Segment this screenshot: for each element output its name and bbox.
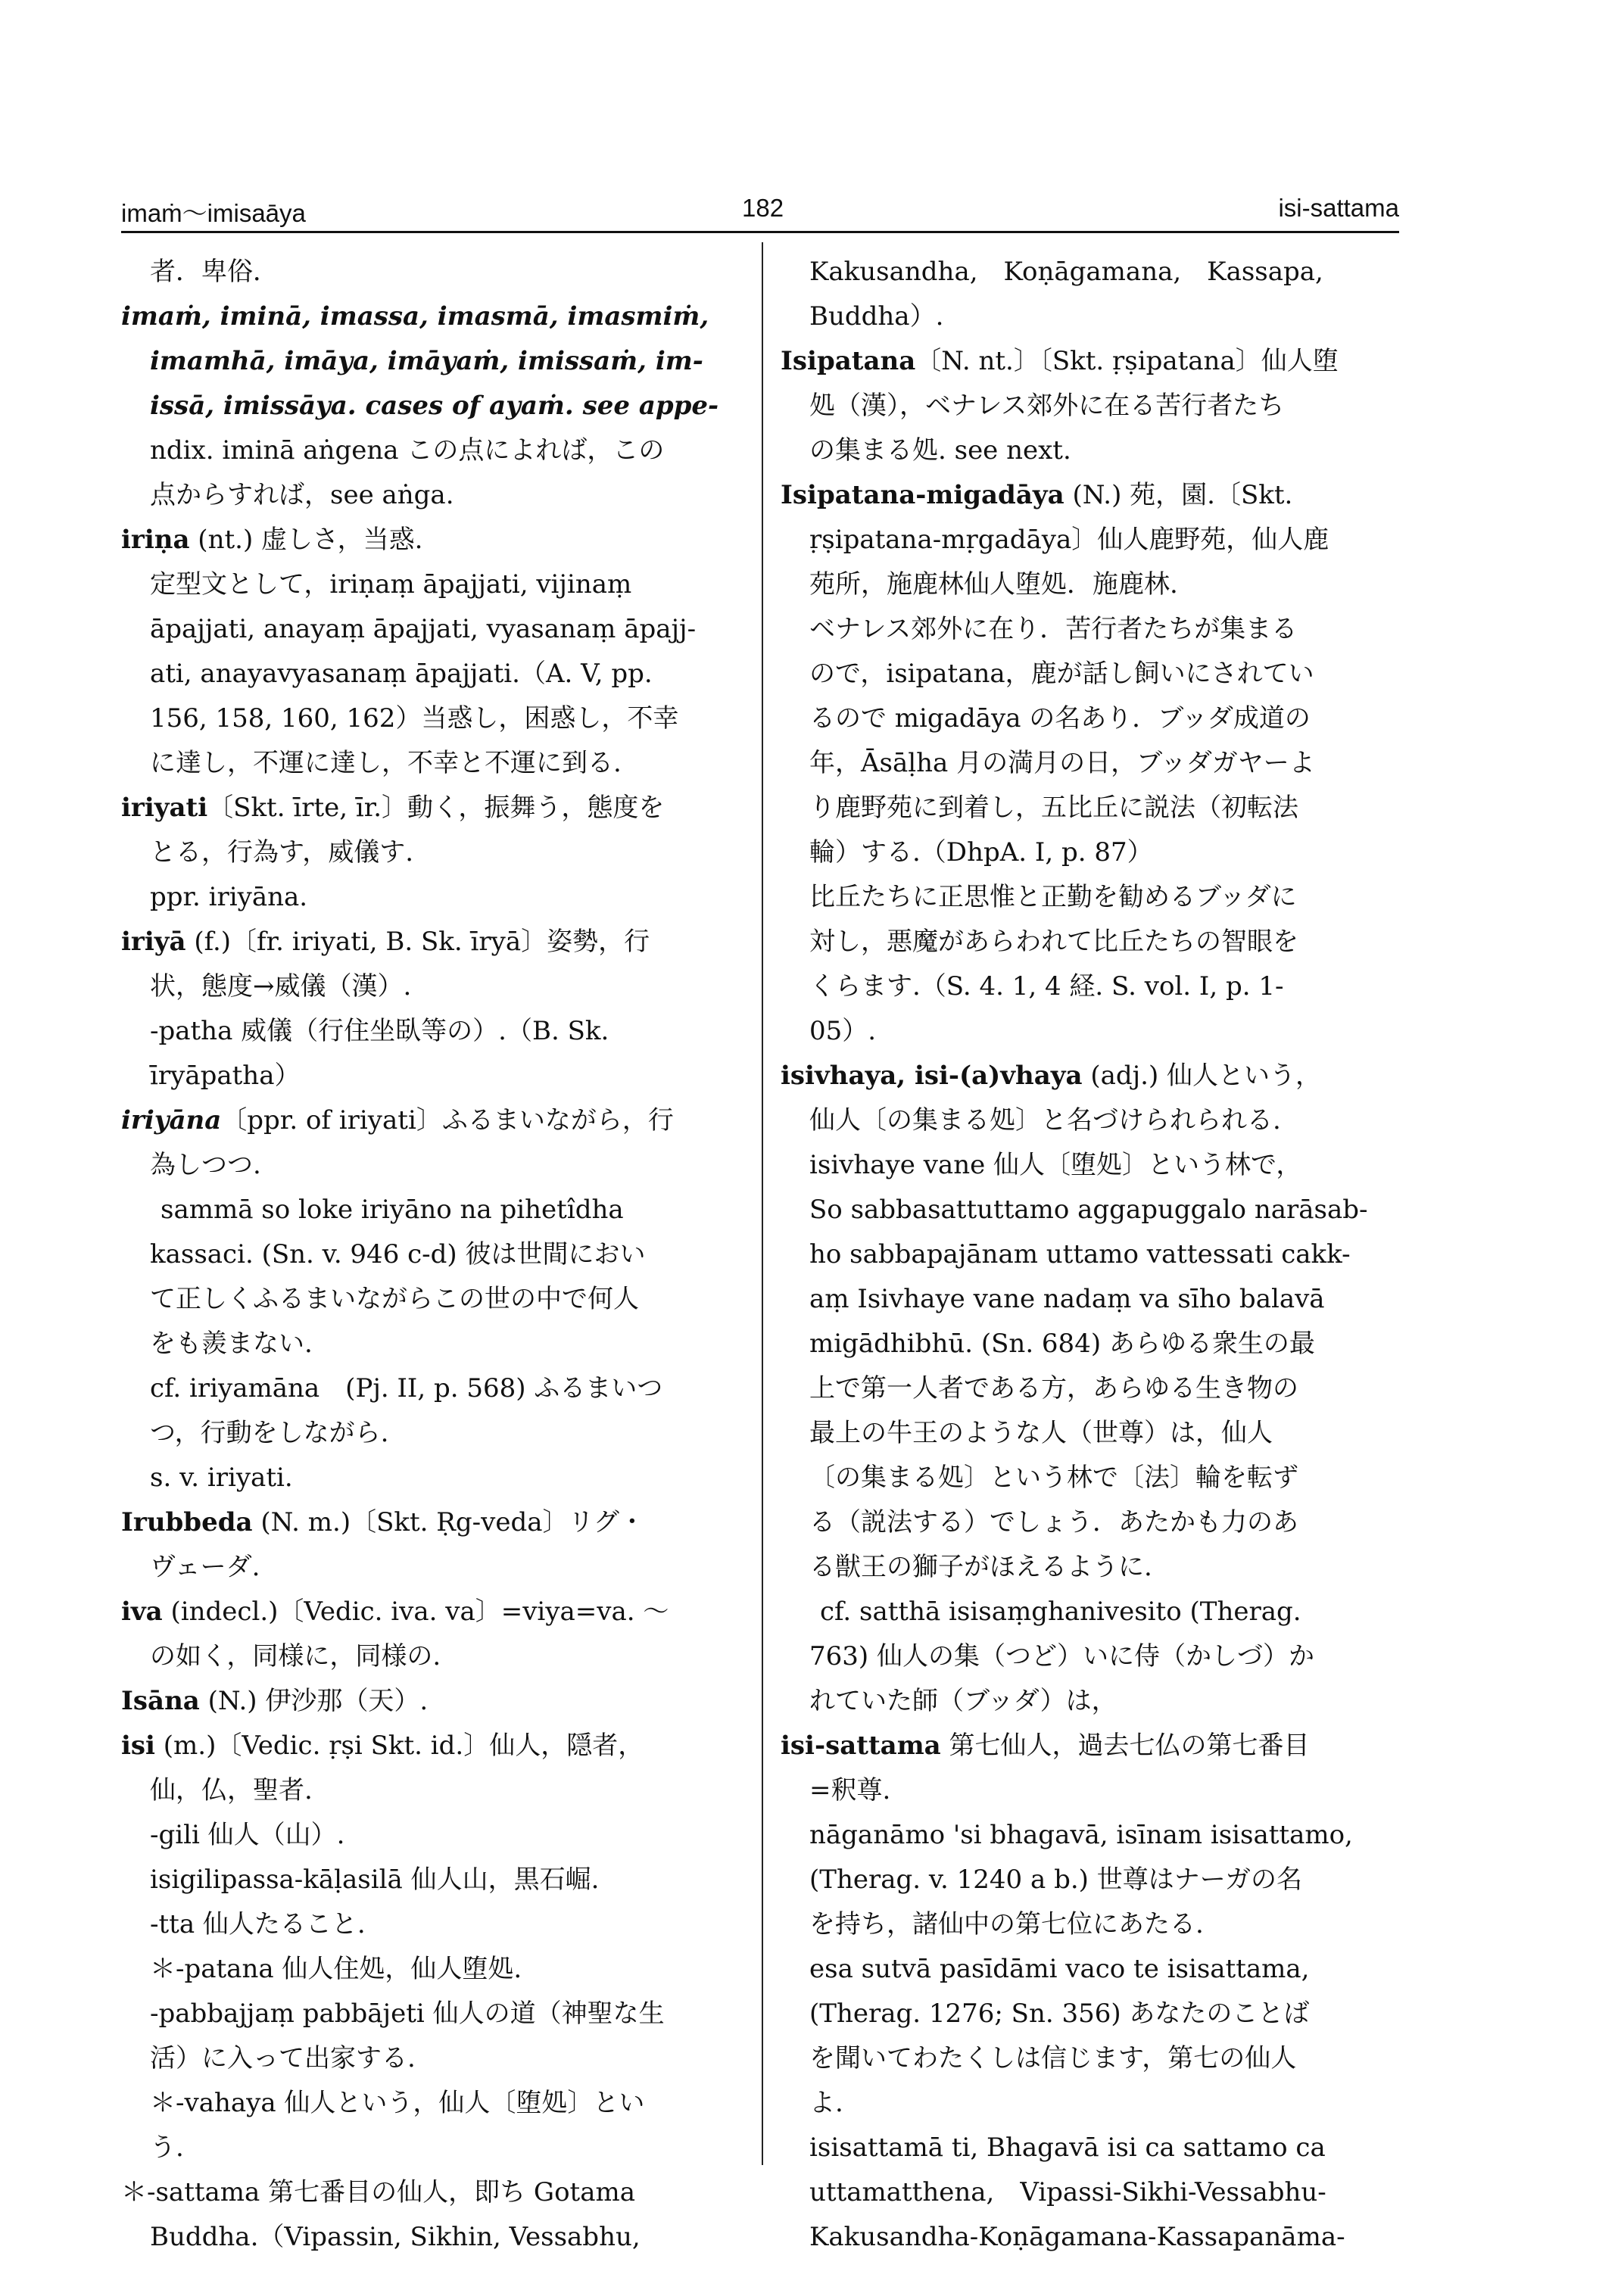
entry-line: nāganāmo 'si bhagavā, isīnam isisattamo, [809,1820,1353,1850]
entry-line: ati, anayavyasanaṃ āpajjati.（A. V, pp. [150,659,653,689]
headword: iriṇa [121,525,190,555]
entry-line: 比丘たちに正思惟と正勤を勧めるブッダに [809,882,1297,912]
entry-line: ndix. iminā aṅgena この点によれば，この [150,435,665,466]
entry-line: る（説法する）でしょう．あたかも力のあ [809,1507,1298,1537]
headword: isi [121,1731,155,1761]
entry-headword-line: Isipatana〔N. nt.〕〔Skt. ṛṣipatana〕仙人堕 [781,346,1339,376]
headword: iva [121,1597,163,1627]
entry-line: をも羨まない. [150,1329,313,1359]
entry-line: 処（漢），ベナレス郊外に在る苦行者たち [809,391,1285,421]
headword: iriyati [121,793,208,823]
entry-line: る獣王の獅子がほえるように. [809,1552,1152,1582]
entry-line: 05）. [809,1016,877,1046]
headword: Isāna [121,1686,200,1716]
entry-line: 点からすれば，see aṅga. [150,480,454,510]
headword: isivhaya, isi-(a)vhaya [781,1061,1083,1091]
entry-line: 〔の集まる処〕という林で〔法〕輪を転ず [809,1463,1298,1493]
entry-line: Buddha.（Vipassin, Sikhin, Vessabhu, [150,2222,641,2252]
entry-line: isivhaye vane 仙人〔堕処〕という林で， [809,1150,1302,1180]
entry-line: cf. satthā isisaṃghanivesito (Therag. [820,1597,1301,1627]
entry-line: ＊-vahaya 仙人という，仙人〔堕処〕とい [150,2088,645,2118]
entry-headword-line: isi-sattama 第七仙人，過去七仏の第七番目 [781,1731,1310,1761]
entry-line: ＊-sattama 第七番目の仙人，即ち Gotama [121,2177,636,2207]
entry-line: (Therag. v. 1240 a b.) 世尊はナーガの名 [809,1865,1303,1895]
entry-headword-line: Isipatana-migadāya (N.) 苑，園.〔Skt. [781,480,1293,510]
entry-line: imamhā, imāya, imāyaṁ, imissaṁ, im- [150,346,703,376]
entry-line: 定型文として，iriṇaṃ āpajjati, vijinaṃ [150,569,632,600]
entry-line: に達し，不運に達し，不幸と不運に到る. [150,748,622,778]
entry-headword-line: iriyā (f.)〔fr. iriyati, B. Sk. īryā〕姿勢，行 [121,927,650,957]
entry-line: cf. iriyamāna (Pj. II, p. 568) ふるまいつ [150,1373,663,1404]
headword: isi-sattama [781,1731,941,1761]
entry-line: 156, 158, 160, 162）当惑し，困惑し，不幸 [150,703,679,734]
entry-line: imaṁ, iminā, imassa, imasmā, imasmiṁ, [121,301,709,332]
entry-line: 上で第一人者である方，あらゆる生き物の [809,1373,1298,1404]
entry-line: kassaci. (Sn. v. 946 c-d) 彼は世間におい [150,1239,646,1270]
entry-line: の集まる処. see next. [809,435,1071,466]
entry-line: ho sabbapajānam uttamo vattessati cakk- [809,1239,1351,1270]
entry-headword-line: iriyāna〔ppr. of iriyati〕ふるまいながら，行 [121,1105,674,1136]
entry-line: -patha 威儀（行住坐臥等の）.（B. Sk. [150,1016,609,1046]
entry-line: 苑所，施鹿林仙人堕処．施鹿林. [809,569,1178,600]
entry-line: isigilipassa-kāḷasilā 仙人山，黒石崛. [150,1865,600,1895]
entry-line: -gili 仙人（山）. [150,1820,345,1850]
entry-line: るので migadāya の名あり．ブッダ成道の [809,703,1311,734]
entry-line: 仙，仏，聖者. [150,1775,313,1805]
page-number: 182 [742,194,784,222]
entry-headword-line: Irubbeda (N. m.)〔Skt. Ṛg-veda〕リグ・ [121,1507,645,1537]
headword: iriyā [121,927,186,957]
entry-line: くらます.（S. 4. 1, 4 経. S. vol. I, p. 1- [809,971,1284,1002]
entry-line: isisattamā ti, Bhagavā isi ca sattamo ca [809,2133,1326,2163]
running-head-right: isi-sattama [1278,194,1399,222]
entry-line: 状，態度→威儀（漢）. [150,971,412,1002]
headword: Isipatana [781,346,916,376]
entry-line: 輪）する.（DhpA. I, p. 87） [809,837,1153,868]
entry-line: 為しつつ. [150,1150,261,1180]
entry-line: つ，行動をしながら. [150,1418,389,1448]
entry-headword-line: iriyati〔Skt. īrte, īr.〕動く，振舞う，態度を [121,793,665,823]
entry-line: 対し，悪魔があらわれて比丘たちの智眼を [809,927,1298,957]
entry-line: ＊-patana 仙人住処，仙人堕処. [150,1954,522,1984]
entry-line: 仙人〔の集まる処〕と名づけられられる. [809,1105,1281,1136]
entry-line: sammā so loke iriyāno na pihetîdha [161,1195,624,1225]
entry-line: の如く，同様に，同様の. [150,1641,441,1671]
headword: Isipatana-migadāya [781,480,1064,510]
entry-line: āpajjati, anayaṃ āpajjati, vyasanaṃ āpajj- [150,614,697,644]
entry-line: 者．卑俗． [150,257,279,287]
column-divider [762,242,763,2165]
entry-line: īryāpatha） [150,1061,301,1091]
entry-line: を聞いてわたくしは信じます，第七の仙人 [809,2043,1297,2073]
entry-line: り鹿野苑に到着し，五比丘に説法（初転法 [809,793,1298,823]
entry-line: ベナレス郊外に在り．苦行者たちが集まる [809,614,1298,644]
entry-headword-line: iva (indecl.)〔Vedic. iva. va〕=viya=va. ～ [121,1597,669,1627]
entry-line: uttamatthena, Vipassi-Sikhi-Vessabhu- [809,2177,1326,2207]
entry-line: (Therag. 1276; Sn. 356) あなたのことば [809,1999,1310,2029]
entry-line: ので，isipatana，鹿が話し飼いにされてい [809,659,1314,689]
entry-line: -pabbajjaṃ pabbājeti 仙人の道（神聖な生 [150,1999,665,2029]
entry-line: So sabbasattuttamo aggapuggalo narāsab- [809,1195,1368,1225]
entry-line: ヴェーダ. [150,1552,260,1582]
entry-line: を持ち，諸仙中の第七位にあたる. [809,1909,1204,1939]
entry-line: Kakusandha-Koṇāgamana-Kassapanāma- [809,2222,1345,2252]
entry-line: aṃ Isivhaye vane nadaṃ va sīho balavā [809,1284,1325,1314]
entry-line: esa sutvā pasīdāmi vaco te isisattama, [809,1954,1310,1984]
entry-line: ppr. iriyāna. [150,882,308,912]
entry-line: 年，Āsāḷha 月の満月の日，ブッダガヤーよ [809,748,1315,778]
entry-line: Kakusandha, Koṇāgamana, Kassapa, [809,257,1323,287]
headword: iriyāna [121,1105,222,1136]
entry-headword-line: isivhaya, isi-(a)vhaya (adj.) 仙人という， [781,1061,1322,1091]
entry-line: 最上の牛王のような人（世尊）は，仙人 [809,1418,1273,1448]
entry-line: ṛṣipatana-mṛgadāya〕仙人鹿野苑，仙人鹿 [809,525,1329,555]
entry-line: migādhibhū. (Sn. 684) あらゆる衆生の最 [809,1329,1315,1359]
entry-line: issā, imissāya. cases of ayaṁ. see appe- [150,391,719,421]
header-rule [121,231,1399,233]
entry-line: れていた師（ブッダ）は， [809,1686,1117,1716]
entry-line: て正しくふるまいながらこの世の中で何人 [150,1284,639,1314]
entry-line: とる，行為す，威儀す. [150,837,414,868]
entry-line: s. v. iriyati. [150,1463,293,1493]
entry-line: =釈尊. [809,1775,891,1805]
entry-line: 活）に入って出家する. [150,2043,416,2073]
left-column [121,250,744,2252]
entry-line: -tta 仙人たること. [150,1909,366,1939]
entry-headword-line: isi (m.)〔Vedic. ṛṣi Skt. id.〕仙人，隠者， [121,1731,644,1761]
entry-headword-line: iriṇa (nt.) 虚しさ，当惑. [121,525,423,555]
running-head [121,194,1399,232]
running-head-left: imaṁ～imisaāya [121,199,306,227]
entry-line: 763) 仙人の集（つど）いに侍（かしづ）か [809,1641,1314,1671]
entry-line: よ. [809,2088,843,2118]
right-column [781,250,1399,2252]
entry-line: う. [150,2133,184,2163]
entry-headword-line: Isāna (N.) 伊沙那（天）. [121,1686,429,1716]
entry-line: Buddha）. [809,301,944,332]
headword: Irubbeda [121,1507,253,1537]
